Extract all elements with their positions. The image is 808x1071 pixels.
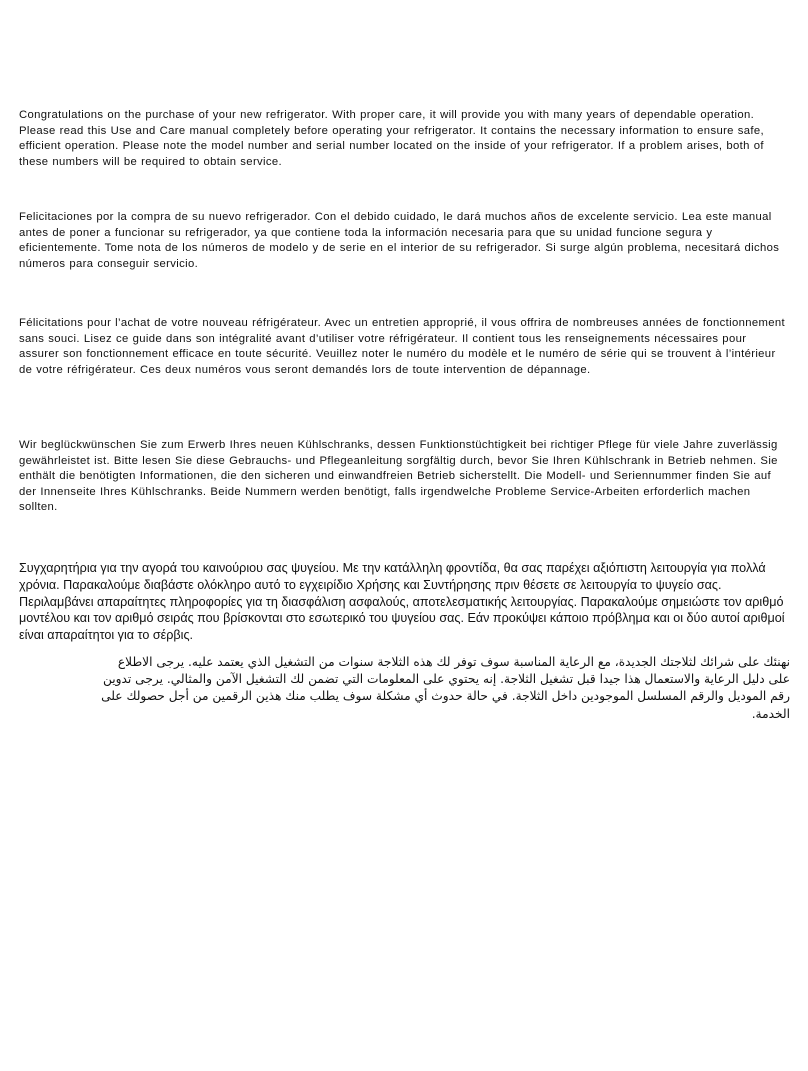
intro-paragraph-french: Félicitations pour l’achat de votre nouveau réfrigérateur. Avec un entretien approprié, il vous offrira de nombreuses années de fonctionnement sans souci. Lisez ce guide dans son intégralité avant d’utiliser votre réfrigérateur. Il contient tous les renseignements nécessaires pour assurer son fonctionnement efficace en toute sécurité. Veuillez noter le numéro du modèle et le numéro de série qui se trouvent à l’intérieur de votre réfrigérateur. Ces deux numéros vous seront demandés lors de toute intervention de dépannage. [19, 317, 786, 376]
intro-paragraph-english: Congratulations on the purchase of your new refrigerator. With proper care, it will provide you with many years of dependable operation. Please read this Use and Care manual completely before operating your refrigerator. It contains the necessary information to ensure safe, efficient operation. Please note the model number and serial number located on the inside of your refrigerator. If a problem arises, both of these numbers will be required to obtain service. [19, 109, 765, 168]
intro-paragraph-greek: Συγχαρητήρια για την αγορά του καινούριου σας ψυγείου. Με την κατάλληλη φροντίδα, θα σας παρέχει αξιόπιστη λειτουργία για πολλά χρόνια. Παρακαλούμε διαβάστε ολόκληρο αυτό το εγχειρίδιο Χρήσης και Συντήρησης πριν θέσετε σε λειτουργία το ψυγείο σας. Περιλαμβάνει απαραίτητες πληροφορίες για τη διασφάλιση ασφαλούς, αποτελεσματικής λειτουργίας. Παρακαλούμε σημειώστε τον αριθμό μοντέλου και τον αριθμό σειράς που βρίσκονται στο εσωτερικό του ψυγείου σας. Εάν προκύψει κάποιο πρόβλημα και οι δύο αυτοί αριθμοί είναι απαραίτητοι για το σέρβις. [19, 561, 785, 643]
intro-paragraph-german: Wir beglückwünschen Sie zum Erwerb Ihres neuen Kühlschranks, dessen Funktionstüchtigkeit bei richtiger Pflege für viele Jahre zuverlässig gewährleistet ist. Bitte lesen Sie diese Gebrauchs- und Pflegeanleitung sorgfältig durch, bevor Sie Ihren Kühlschrank in Betrieb nehmen. Sie enthält die benötigten Informationen, die den sicheren und einwandfreien Betrieb sicherstellt. Die Modell- und Seriennummer finden Sie auf der Innenseite Ihres Kühlschranks. Beide Nummern werden benötigt, falls irgendwelche Probleme Service-Arbeiten erforderlich machen sollten. [19, 439, 778, 513]
intro-paragraph-arabic: نهنئك على شرائك لثلاجتك الجديدة، مع الرعاية المناسبة سوف توفر لك هذه الثلاجة سنوات من التشغيل الذي يعتمد عليه. يرجى الاطلاع على دليل الرعاية والاستعمال هذا جيدا قبل تشغيل الثلاجة. إنه يحتوي على المعلومات التي تضمن لك التشغيل الآمن والمثالي. يرجى تدوين رقم الموديل والرقم المسلسل الموجودين داخل الثلاجة. في حالة حدوث أي مشكلة سوف يطلب منك هذين الرقمين من أجل حصولك على الخدمة. [101, 655, 790, 721]
intro-paragraph-spanish: Felicitaciones por la compra de su nuevo refrigerador. Con el debido cuidado, le dará muchos años de excelente servicio. Lea este manual antes de poner a funcionar su refrigerador, ya que contiene toda la información necesaria para que su unidad funcione segura y eficientemente. Tome nota de los números de modelo y de serie en el interior de su refrigerador. Si surge algún problema, necesitará dichos números para conseguir servicio. [19, 211, 780, 270]
